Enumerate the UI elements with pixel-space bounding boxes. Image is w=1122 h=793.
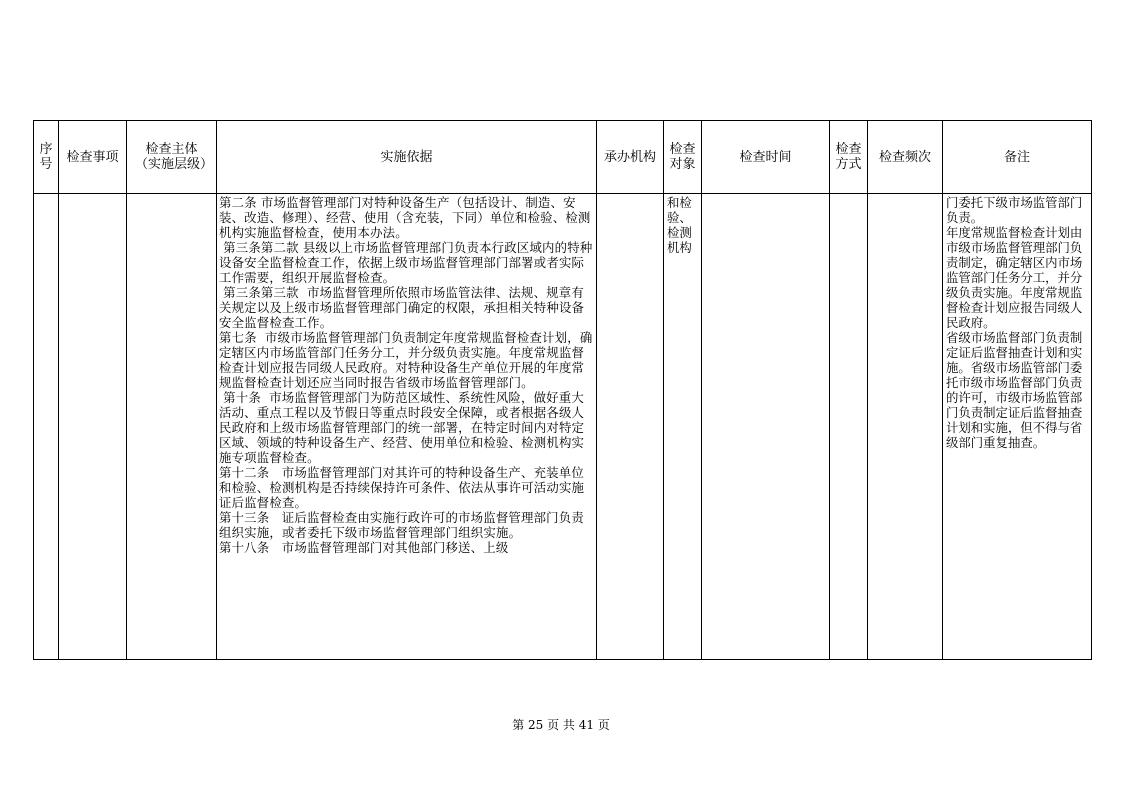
cell-frequency [868, 194, 943, 660]
basis-paragraph: 第十八条 市场监督管理部门对其他部门移送、上级 [219, 540, 509, 555]
basis-paragraph: 第三条第三款 市场监督管理所依照市场监管法律、法规、规章有关规定以及上级市场监督管理部门确定的权限，承担相关特种设备安全监督检查工作。 [219, 285, 585, 330]
cell-time [702, 194, 830, 660]
cell-subject [127, 194, 217, 660]
basis-paragraph: 第三条第二款 县级以上市场监督管理部门负责本行政区域内的特种设备安全监督检查工作，依据上级市场监督管理部门部署或者实际工作需要，组织开展监督检查。 [219, 240, 593, 285]
cell-basis [217, 194, 597, 660]
basis-paragraph: 第二条 市场监督管理部门对特种设备生产（包括设计、制造、安装、改造、修理）、经营、使用（含充装，下同）单位和检验、检测机构实施监督检查，使用本办法。 [219, 195, 591, 240]
header-subject: 检查主体（实施层级） [127, 121, 217, 194]
cell-object: 和检验、检测机构 [664, 194, 702, 660]
remarks-paragraph: 门委托下级市场监管部门负责。 [946, 195, 1083, 225]
header-object: 检查对象 [664, 121, 702, 194]
basis-paragraph: 第七条 市级市场监督管理部门负责制定年度常规监督检查计划，确定辖区内市场监管部门任务分工，并分级负责实施。年度常规监督检查计划应报告同级人民政府。对特种设备生产单位开展的年度常规监督检查计划还应当同时报告省级市场监督管理部门。 [219, 330, 593, 390]
header-seq: 序号 [34, 121, 59, 194]
cell-method [830, 194, 868, 660]
basis-paragraph: 第十三条 证后监督检查由实施行政许可的市场监督管理部门负责组织实施，或者委托下级市场监督管理部门组织实施。 [219, 510, 584, 540]
header-row [34, 121, 1092, 194]
cell-remarks [943, 194, 1092, 660]
header-item: 检查事项 [59, 121, 127, 194]
header-frequency: 检查频次 [868, 121, 943, 194]
remarks-paragraph: 年度常规监督检查计划由市级市场监督管理部门负责制定，确定辖区内市场监管部门任务分工，并分级负责实施。年度常规监督检查计划应报告同级人民政府。 [946, 225, 1083, 330]
header-basis: 实施依据 [217, 121, 597, 194]
header-agency: 承办机构 [597, 121, 664, 194]
cell-agency [597, 194, 664, 660]
cell-item [59, 194, 127, 660]
remarks-paragraph: 省级市场监督部门负责制定证后监督抽查计划和实施。省级市场监管部门委托市级市场监督部门负责的许可，市级市场监管部门负责制定证后监督抽查计划和实施，但不得与省级部门重复抽查。 [946, 330, 1083, 450]
header-method: 检查方式 [830, 121, 868, 194]
cell-seq [34, 194, 59, 660]
header-time: 检查时间 [702, 121, 830, 194]
basis-paragraph: 第十二条 市场监督管理部门对其许可的特种设备生产、充装单位和检验、检测机构是否持续保持许可条件、依法从事许可活动实施证后监督检查。 [219, 465, 585, 510]
header-remarks: 备注 [943, 121, 1092, 194]
table-row [34, 194, 1092, 660]
inspection-table [33, 120, 1092, 660]
basis-paragraph: 第十条 市场监督管理部门为防范区域性、系统性风险，做好重大活动、重点工程以及节假日等重点时段安全保障，或者根据各级人民政府和上级市场监督管理部门的统一部署，在特定时间内对特定区域、领域的特种设备生产、经营、使用单位和检验、检测机构实施专项监督检查。 [219, 390, 585, 465]
page-number: 第 25 页 共 41 页 [512, 718, 610, 732]
